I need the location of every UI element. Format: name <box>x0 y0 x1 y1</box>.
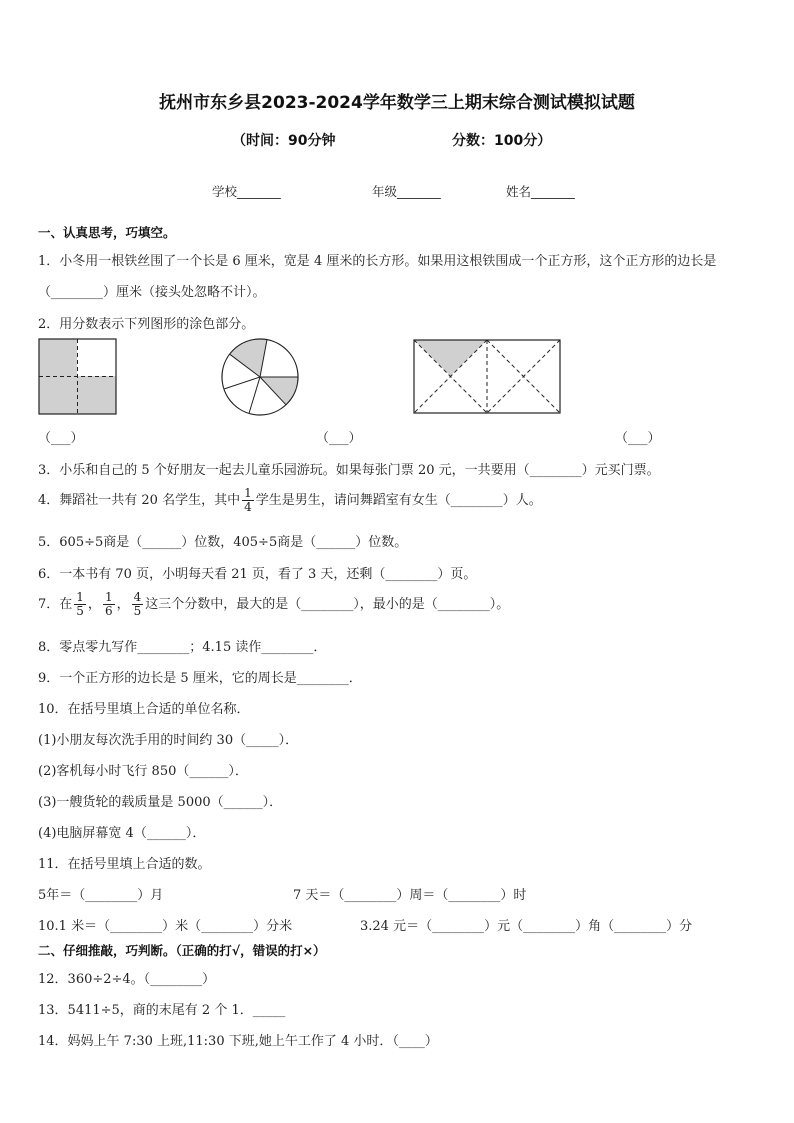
fraction-numerator: 1 <box>244 486 252 500</box>
separator: ， <box>87 597 101 612</box>
fraction-numerator: 1 <box>104 590 113 604</box>
question-10-3: (3)一艘货轮的载质量是 5000（______）． <box>38 795 283 810</box>
fraction-one-quarter <box>242 487 254 514</box>
fraction-one-fifth <box>74 591 86 618</box>
section-1-title: 一、认真思考，巧填空。 <box>38 225 176 240</box>
question-11-b: 7 天＝（________）周＝（________）时 <box>293 888 527 903</box>
exam-time: （时间：90分钟 <box>232 133 336 149</box>
fraction-denominator: 5 <box>76 604 84 618</box>
question-1-line-1: 1．小冬用一根铁丝围了一个长是 6 厘米，宽是 4 厘米的长方形。如果用这根铁围成一个正方形，这个正方形的边长是 <box>38 254 717 269</box>
question-11-a: 5年＝（________）月 <box>38 888 164 903</box>
question-2-blank-2: （___） <box>316 431 362 446</box>
fraction-denominator: 4 <box>244 500 252 514</box>
exam-score: 分数：100分） <box>452 133 552 149</box>
fraction-denominator: 5 <box>133 604 142 618</box>
question-10: 10．在括号里填上合适的单位名称． <box>38 702 250 717</box>
page-title: 抚州市东乡县2023-2024学年数学三上期末综合测试模拟试题 <box>159 93 635 113</box>
question-6: 6．一本书有 70 页，小明每天看 21 页，看了 3 天，还剩（________）页。 <box>38 567 477 582</box>
school-field: 学校_______ <box>212 184 281 199</box>
question-4-prefix: 4．舞蹈社一共有 20 名学生，其中 <box>38 493 241 508</box>
figure-square-quarters <box>38 338 118 416</box>
question-10-1: (1)小朋友每次洗手用的时间约 30（_____）． <box>38 733 299 748</box>
question-4-suffix: 学生是男生，请问舞蹈室有女生（________）人。 <box>255 493 542 508</box>
question-2-blank-1: （___） <box>38 431 84 446</box>
question-7-prefix: 7．在 <box>38 597 73 612</box>
figure-circle-sixths <box>219 336 301 418</box>
question-2: 2．用分数表示下列图形的涂色部分。 <box>38 317 255 332</box>
fraction-numerator: 4 <box>133 590 142 604</box>
separator: ， <box>116 597 130 612</box>
question-3: 3．小乐和自己的 5 个好朋友一起去儿童乐园游玩。如果每张门票 20 元，一共要用（________）元买门票。 <box>38 463 660 478</box>
question-8: 8．零点零九写作________；4.15 读作________． <box>38 640 327 655</box>
fraction-four-fifths <box>132 591 144 618</box>
fraction-denominator: 6 <box>104 604 113 618</box>
question-4 <box>38 486 542 516</box>
question-11-c: 10.1 米＝（________）米（________）分米 <box>38 919 293 934</box>
fraction-one-sixth <box>103 591 115 618</box>
question-2-blank-3: （___） <box>615 431 661 446</box>
question-13: 13．5411÷5，商的末尾有 2 个 1．_____ <box>38 1003 286 1018</box>
fraction-numerator: 1 <box>76 590 84 604</box>
question-1-line-2: （________）厘米（接头处忽略不计）。 <box>38 285 266 300</box>
question-10-4: (4)电脑屏幕宽 4（______）． <box>38 826 206 841</box>
question-10-2: (2)客机每小时飞行 850（______）． <box>38 764 248 779</box>
question-11-d: 3.24 元＝（________）元（________）角（________）分 <box>360 919 693 934</box>
section-2-title: 二、仔细推敲，巧判断。（正确的打√，错误的打×） <box>38 943 326 958</box>
question-9: 9．一个正方形的边长是 5 厘米，它的周长是________． <box>38 671 362 686</box>
question-12: 12．360÷2÷4。（________） <box>38 972 216 987</box>
question-5: 5．605÷5商是（______）位数，405÷5商是（______）位数。 <box>38 535 408 550</box>
name-field: 姓名_______ <box>506 184 575 199</box>
question-14: 14．妈妈上午 7:30 上班,11:30 下班,她上午工作了 4 小时．（____） <box>38 1034 438 1049</box>
grade-field: 年级_______ <box>372 184 441 199</box>
figure-rectangle-triangles <box>412 338 564 416</box>
question-11: 11．在括号里填上合适的数。 <box>38 857 211 872</box>
question-7-suffix: 这三个分数中，最大的是（________），最小的是（________）。 <box>145 597 510 612</box>
question-7 <box>38 590 509 620</box>
